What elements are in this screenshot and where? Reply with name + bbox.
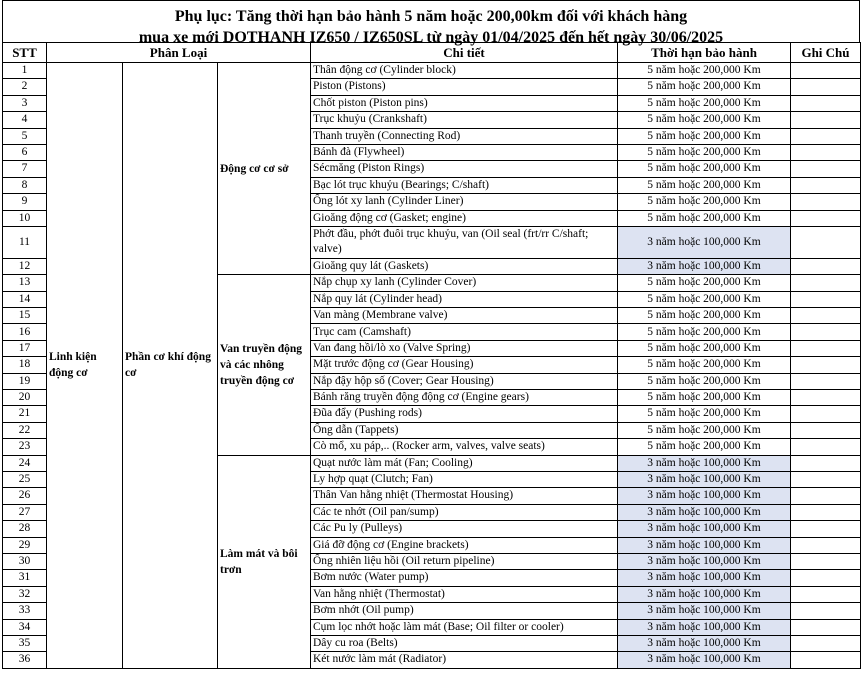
cell-stt: 34 (3, 619, 47, 635)
cell-detail: Bánh đà (Flywheel) (311, 144, 618, 160)
cell-stt: 19 (3, 373, 47, 389)
cell-stt: 30 (3, 553, 47, 569)
cell-warranty: 3 năm hoặc 100,000 Km (618, 619, 791, 635)
cell-note (791, 521, 861, 537)
cell-warranty: 3 năm hoặc 100,000 Km (618, 521, 791, 537)
cell-note (791, 373, 861, 389)
cell-detail: Quạt nước làm mát (Fan; Cooling) (311, 455, 618, 471)
cell-note (791, 63, 861, 79)
cell-stt: 26 (3, 488, 47, 504)
title-line-2: mua xe mới DOTHANH IZ650 / IZ650SL từ ngày 01/04/2025 đến hết ngày 30/06/2025 (138, 29, 724, 46)
cell-warranty: 5 năm hoặc 200,000 Km (618, 390, 791, 406)
cell-stt: 8 (3, 177, 47, 193)
group-linh-kien-dong-co: Linh kiện động cơ (47, 63, 123, 669)
cell-note (791, 258, 861, 274)
cell-warranty: 3 năm hoặc 100,000 Km (618, 258, 791, 274)
cell-detail: Ống nhiên liệu hồi (Oil return pipeline) (311, 553, 618, 569)
header-stt: STT (3, 43, 47, 63)
group-van-truyen-dong: Van truyền động và các nhông truyền động cơ (218, 275, 311, 455)
cell-warranty: 5 năm hoặc 200,000 Km (618, 95, 791, 111)
cell-warranty: 5 năm hoặc 200,000 Km (618, 340, 791, 356)
header-ghi-chu: Ghi Chú (791, 43, 861, 63)
cell-warranty: 3 năm hoặc 100,000 Km (618, 226, 791, 258)
cell-warranty: 5 năm hoặc 200,000 Km (618, 194, 791, 210)
cell-note (791, 128, 861, 144)
cell-stt: 14 (3, 291, 47, 307)
cell-warranty: 5 năm hoặc 200,000 Km (618, 177, 791, 193)
cell-stt: 2 (3, 79, 47, 95)
cell-detail: Trục cam (Camshaft) (311, 324, 618, 340)
cell-detail: Van màng (Membrane valve) (311, 308, 618, 324)
table-row (3, 63, 861, 79)
cell-stt: 7 (3, 161, 47, 177)
cell-stt: 31 (3, 570, 47, 586)
cell-stt: 18 (3, 357, 47, 373)
cell-detail: Thanh truyền (Connecting Rod) (311, 128, 618, 144)
cell-warranty: 3 năm hoặc 100,000 Km (618, 488, 791, 504)
cell-note (791, 324, 861, 340)
cell-warranty: 3 năm hoặc 100,000 Km (618, 586, 791, 602)
cell-stt: 27 (3, 504, 47, 520)
cell-detail: Chốt piston (Piston pins) (311, 95, 618, 111)
cell-detail: Van đang hồi/lò xo (Valve Spring) (311, 340, 618, 356)
cell-detail: Nắp quy lát (Cylinder head) (311, 291, 618, 307)
cell-detail: Sécmăng (Piston Rings) (311, 161, 618, 177)
cell-detail: Nắp đậy hộp số (Cover; Gear Housing) (311, 373, 618, 389)
cell-note (791, 422, 861, 438)
cell-note (791, 79, 861, 95)
cell-note (791, 390, 861, 406)
cell-warranty: 3 năm hoặc 100,000 Km (618, 570, 791, 586)
cell-warranty: 5 năm hoặc 200,000 Km (618, 308, 791, 324)
cell-note (791, 112, 861, 128)
cell-stt: 24 (3, 455, 47, 471)
cell-warranty: 3 năm hoặc 100,000 Km (618, 652, 791, 668)
cell-stt: 35 (3, 635, 47, 651)
cell-detail: Bạc lót trục khuỷu (Bearings; C/shaft) (311, 177, 618, 193)
cell-stt: 12 (3, 258, 47, 274)
cell-warranty: 3 năm hoặc 100,000 Km (618, 537, 791, 553)
document-title (2, 0, 860, 46)
cell-stt: 13 (3, 275, 47, 291)
cell-note (791, 406, 861, 422)
cell-detail: Bơm nhớt (Oil pump) (311, 603, 618, 619)
cell-stt: 6 (3, 144, 47, 160)
cell-warranty: 5 năm hoặc 200,000 Km (618, 128, 791, 144)
cell-stt: 23 (3, 439, 47, 455)
cell-warranty: 5 năm hoặc 200,000 Km (618, 357, 791, 373)
cell-warranty: 3 năm hoặc 100,000 Km (618, 471, 791, 487)
cell-note (791, 553, 861, 569)
cell-warranty: 5 năm hoặc 200,000 Km (618, 406, 791, 422)
cell-note (791, 570, 861, 586)
cell-detail: Piston (Pistons) (311, 79, 618, 95)
cell-stt: 15 (3, 308, 47, 324)
cell-warranty: 5 năm hoặc 200,000 Km (618, 324, 791, 340)
cell-note (791, 210, 861, 226)
group-phan-co-khi: Phần cơ khí động cơ (123, 63, 218, 669)
cell-stt: 4 (3, 112, 47, 128)
cell-warranty: 3 năm hoặc 100,000 Km (618, 553, 791, 569)
cell-warranty: 3 năm hoặc 100,000 Km (618, 603, 791, 619)
cell-detail: Gioăng quy lát (Gaskets) (311, 258, 618, 274)
cell-stt: 20 (3, 390, 47, 406)
warranty-appendix-sheet (2, 0, 860, 669)
cell-warranty: 3 năm hoặc 100,000 Km (618, 504, 791, 520)
cell-detail: Bánh răng truyền động động cơ (Engine gears) (311, 390, 618, 406)
table-body (3, 63, 861, 669)
cell-warranty: 5 năm hoặc 200,000 Km (618, 63, 791, 79)
cell-note (791, 308, 861, 324)
cell-note (791, 455, 861, 471)
cell-detail: Dây cu roa (Belts) (311, 635, 618, 651)
cell-note (791, 177, 861, 193)
cell-stt: 25 (3, 471, 47, 487)
cell-detail: Két nước làm mát (Radiator) (311, 652, 618, 668)
cell-detail: Cụm lọc nhớt hoặc làm mát (Base; Oil filter or cooler) (311, 619, 618, 635)
cell-warranty: 5 năm hoặc 200,000 Km (618, 161, 791, 177)
cell-warranty: 3 năm hoặc 100,000 Km (618, 455, 791, 471)
cell-detail: Thân Van hằng nhiệt (Thermostat Housing) (311, 488, 618, 504)
cell-detail: Các Pu ly (Pulleys) (311, 521, 618, 537)
cell-detail: Van hằng nhiệt (Thermostat) (311, 586, 618, 602)
cell-note (791, 291, 861, 307)
cell-note (791, 226, 861, 258)
cell-note (791, 144, 861, 160)
cell-note (791, 161, 861, 177)
cell-warranty: 5 năm hoặc 200,000 Km (618, 210, 791, 226)
header-chi-tiet: Chi tiết (311, 43, 618, 63)
cell-note (791, 439, 861, 455)
cell-note (791, 471, 861, 487)
warranty-table (2, 42, 861, 669)
cell-stt: 28 (3, 521, 47, 537)
cell-detail: Thân động cơ (Cylinder block) (311, 63, 618, 79)
cell-note (791, 652, 861, 668)
cell-detail: Ly hợp quạt (Clutch; Fan) (311, 471, 618, 487)
cell-warranty: 5 năm hoặc 200,000 Km (618, 291, 791, 307)
cell-stt: 1 (3, 63, 47, 79)
cell-stt: 5 (3, 128, 47, 144)
cell-stt: 29 (3, 537, 47, 553)
group-dong-co-co-so: Động cơ cơ sở (218, 63, 311, 275)
cell-stt: 9 (3, 194, 47, 210)
cell-stt: 10 (3, 210, 47, 226)
cell-warranty: 5 năm hoặc 200,000 Km (618, 439, 791, 455)
cell-detail: Mặt trước động cơ (Gear Housing) (311, 357, 618, 373)
cell-note (791, 194, 861, 210)
cell-note (791, 95, 861, 111)
cell-detail: Nắp chụp xy lanh (Cylinder Cover) (311, 275, 618, 291)
cell-note (791, 586, 861, 602)
title-line-1: Phụ lục: Tăng thời hạn bảo hành 5 năm hoặc 200,00km đối với khách hàng (174, 8, 688, 25)
cell-note (791, 357, 861, 373)
cell-note (791, 537, 861, 553)
cell-warranty: 5 năm hoặc 200,000 Km (618, 373, 791, 389)
cell-detail: Gioăng động cơ (Gasket; engine) (311, 210, 618, 226)
cell-warranty: 5 năm hoặc 200,000 Km (618, 112, 791, 128)
cell-stt: 32 (3, 586, 47, 602)
cell-note (791, 603, 861, 619)
cell-detail: Phớt đầu, phớt đuôi trục khuỷu, van (Oil seal (frt/rr C/shaft; valve) (311, 226, 618, 258)
cell-stt: 16 (3, 324, 47, 340)
cell-stt: 36 (3, 652, 47, 668)
cell-stt: 33 (3, 603, 47, 619)
cell-stt: 21 (3, 406, 47, 422)
cell-warranty: 5 năm hoặc 200,000 Km (618, 144, 791, 160)
cell-detail: Giá đỡ động cơ (Engine brackets) (311, 537, 618, 553)
cell-warranty: 5 năm hoặc 200,000 Km (618, 275, 791, 291)
cell-note (791, 340, 861, 356)
cell-note (791, 619, 861, 635)
cell-detail: Ống lót xy lanh (Cylinder Liner) (311, 194, 618, 210)
cell-note (791, 504, 861, 520)
cell-note (791, 635, 861, 651)
cell-note (791, 488, 861, 504)
cell-detail: Đũa đẩy (Pushing rods) (311, 406, 618, 422)
group-lam-mat-boi-tron: Làm mát và bôi trơn (218, 455, 311, 668)
cell-stt: 17 (3, 340, 47, 356)
cell-detail: Bơm nước (Water pump) (311, 570, 618, 586)
cell-stt: 11 (3, 226, 47, 258)
cell-detail: Cò mổ, xu páp,.. (Rocker arm, valves, valve seats) (311, 439, 618, 455)
cell-stt: 22 (3, 422, 47, 438)
header-phan-loai: Phân Loại (47, 43, 311, 63)
cell-stt: 3 (3, 95, 47, 111)
cell-warranty: 5 năm hoặc 200,000 Km (618, 422, 791, 438)
cell-detail: Trục khuỷu (Crankshaft) (311, 112, 618, 128)
cell-note (791, 275, 861, 291)
header-thoi-han: Thời hạn bảo hành (618, 43, 791, 63)
cell-warranty: 3 năm hoặc 100,000 Km (618, 635, 791, 651)
cell-detail: Ống dẫn (Tappets) (311, 422, 618, 438)
cell-detail: Các te nhớt (Oil pan/sump) (311, 504, 618, 520)
cell-warranty: 5 năm hoặc 200,000 Km (618, 79, 791, 95)
